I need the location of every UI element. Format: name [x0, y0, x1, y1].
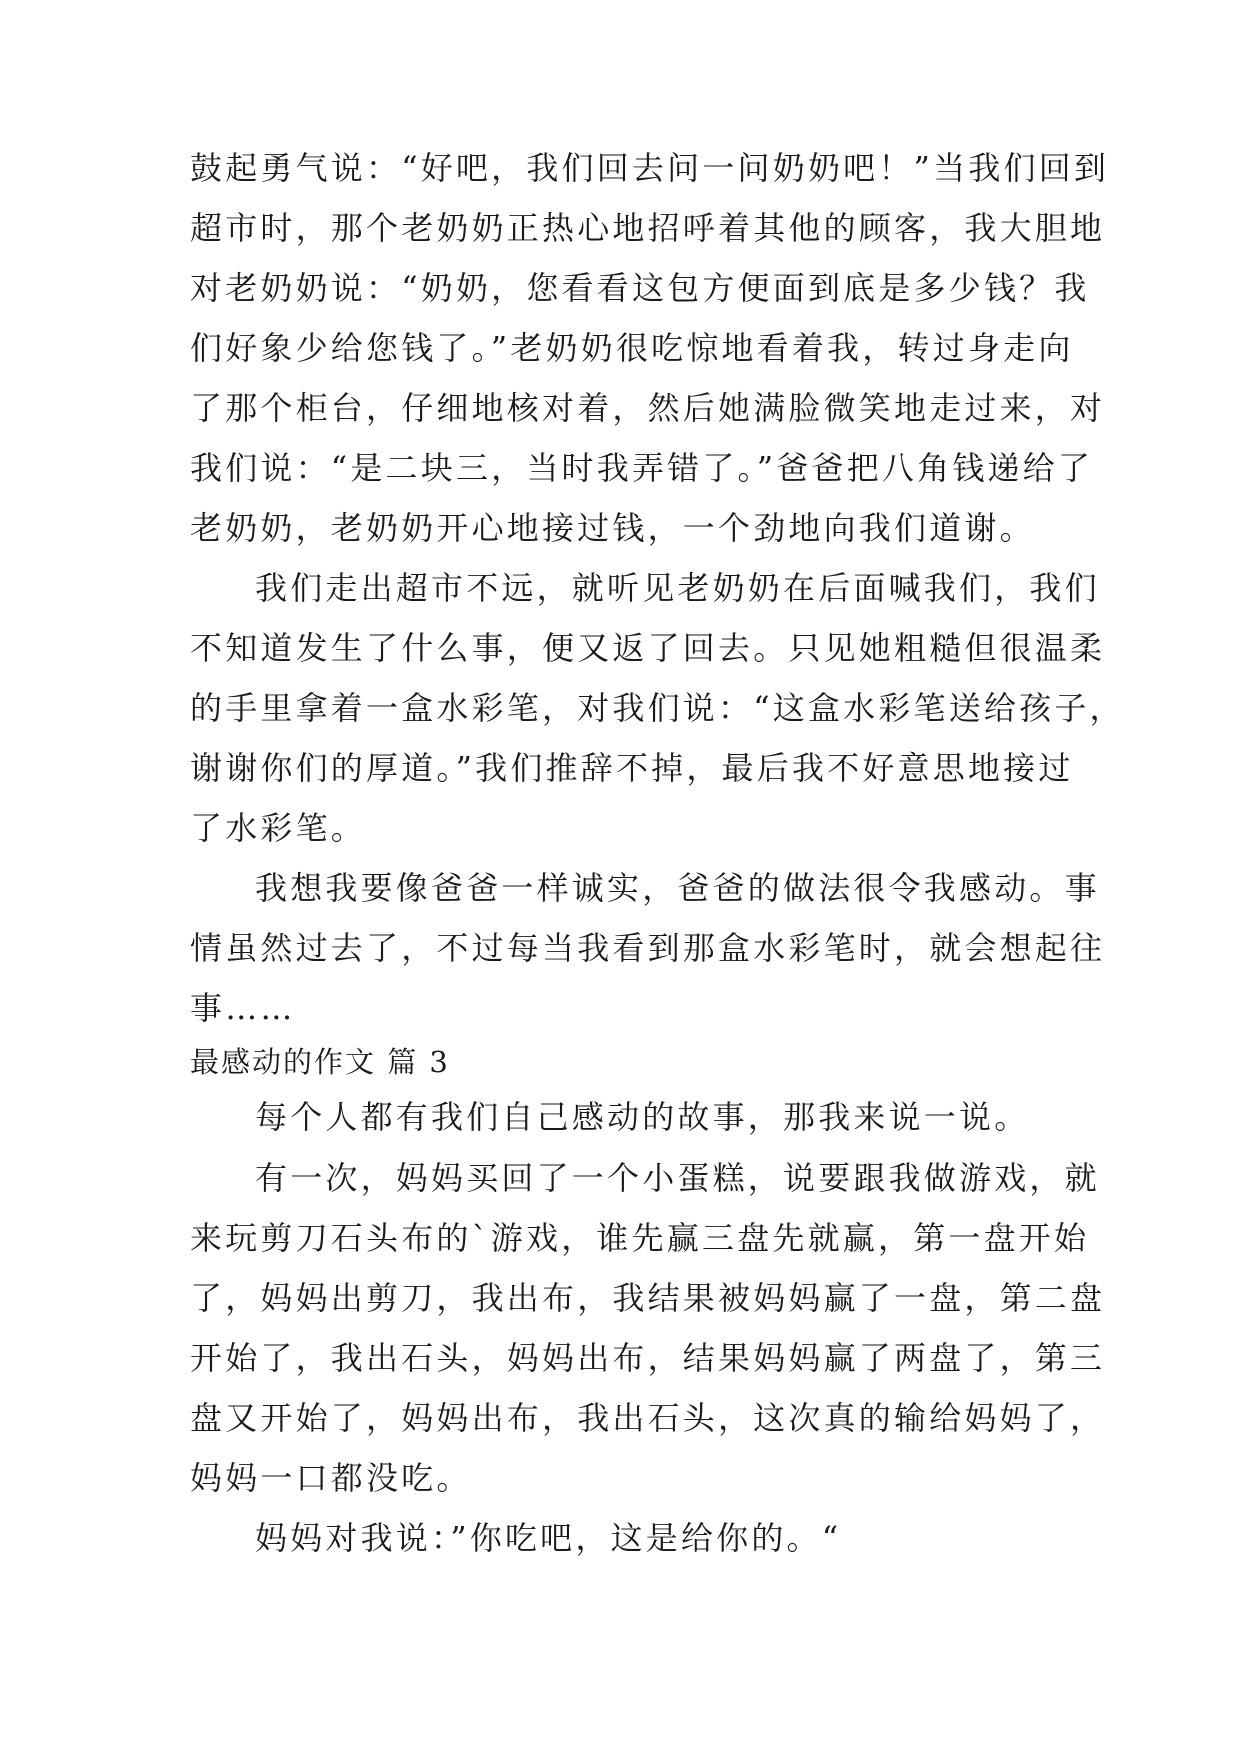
paragraph-line: 不知道发生了什么事，便又返了回去。只见她粗糙但很温柔: [190, 629, 1106, 667]
paragraph-line: 我们走出超市不远，就听见老奶奶在后面喊我们，我们: [255, 569, 1100, 607]
paragraph-line: 有一次，妈妈买回了一个小蛋糕，说要跟我做游戏，就: [255, 1159, 1100, 1197]
paragraph-line: 每个人都有我们自己感动的故事，那我来说一说。: [255, 1098, 1030, 1136]
paragraph-line: 们好象少给您钱了。”老奶奶很吃惊地看着我，转过身走向: [190, 329, 1074, 367]
paragraph-line: 来玩剪刀石头布的`游戏，谁先赢三盘先就赢，第一盘开始: [190, 1219, 1090, 1257]
paragraph-line: 了水彩笔。: [190, 809, 367, 847]
paragraph-line: 我们说：“是二块三，当时我弄错了。”爸爸把八角钱递给了: [190, 449, 1094, 487]
paragraph-line: 我想我要像爸爸一样诚实，爸爸的做法很令我感动。事: [255, 869, 1100, 907]
section-heading: 最感动的作文 篇 3: [190, 1045, 450, 1079]
paragraph-line: 情虽然过去了，不过每当我看到那盒水彩笔时，就会想起往: [190, 929, 1106, 967]
paragraph-line: 了那个柜台，仔细地核对着，然后她满脸微笑地走过来，对: [190, 389, 1106, 427]
paragraph-line: 对老奶奶说：“奶奶，您看看这包方便面到底是多少钱？我: [190, 269, 1090, 307]
paragraph-line: 了，妈妈出剪刀，我出布，我结果被妈妈赢了一盘，第二盘: [190, 1279, 1106, 1317]
paragraph-line: 盘又开始了，妈妈出布，我出石头，这次真的输给妈妈了，: [190, 1399, 1106, 1437]
paragraph-line: 谢谢你们的厚道。”我们推辞不掉，最后我不好意思地接过: [190, 749, 1074, 787]
paragraph-line: 超市时，那个老奶奶正热心地招呼着其他的顾客，我大胆地: [190, 209, 1106, 247]
paragraph-line: 鼓起勇气说：“好吧，我们回去问一问奶奶吧！”当我们回到: [190, 149, 1110, 187]
paragraph-line: 老奶奶，老奶奶开心地接过钱，一个劲地向我们道谢。: [190, 509, 1035, 547]
paragraph-line: 开始了，我出石头，妈妈出布，结果妈妈赢了两盘了，第三: [190, 1339, 1106, 1377]
paragraph-line: 妈妈一口都没吃。: [190, 1459, 472, 1497]
paragraph-line: 妈妈对我说：”你吃吧，这是给你的。“: [255, 1519, 842, 1557]
paragraph-line: 事……: [190, 989, 296, 1027]
paragraph-line: 的手里拿着一盒水彩笔，对我们说：“这盒水彩笔送给孩子，: [190, 689, 1125, 727]
